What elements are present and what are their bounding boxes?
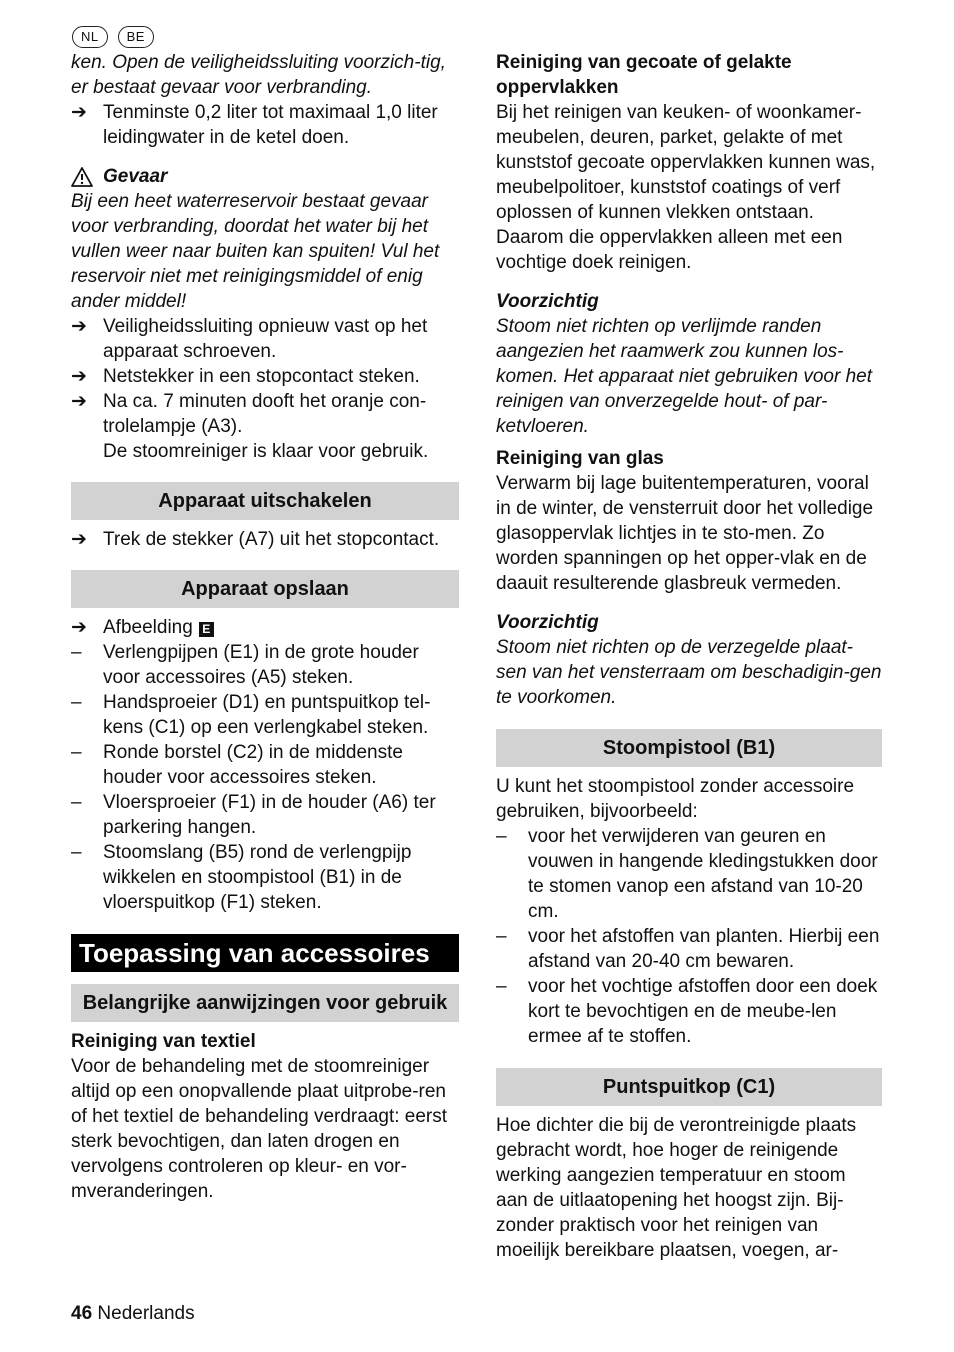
step-item: ➔ Na ca. 7 minuten dooft het oranje con-trolelampje (A3). [71, 391, 427, 437]
footer-language: Nederlands [97, 1303, 195, 1324]
list-item: – Vloersproeier (F1) in de houder (A6) ter parkering hangen. [71, 792, 436, 838]
danger-heading: Gevaar [71, 164, 459, 189]
list-item: – voor het afstoffen van planten. Hierbij een afstand van 20-40 cm bewaren. [496, 926, 880, 972]
step-item: ➔ Netstekker in een stopcontact steken. [71, 366, 420, 387]
list-item: – Stoomslang (B5) rond de verlengpijp wikkelen en stoompistool (B1) in de vloerspuitkop (F1) steken. [71, 842, 412, 913]
steam-gun-intro: U kunt het stoompistool zonder accessoire gebruiken, bijvoorbeeld: [496, 776, 855, 822]
page-number: 46 [71, 1303, 93, 1324]
section-title-nozzle: Puntspuitkop (C1) [496, 1068, 882, 1106]
caution-text: Stoom niet richten op verlijmde randen aangezien het raamwerk zou kunnen los-komen. Het apparaat niet gebruiken voor het reinigen van onverzegelde hout- of par-ketvloeren. [496, 316, 873, 437]
subheading-glass: Reiniging van glas [496, 448, 664, 469]
list-item: – voor het verwijderen van geuren en vouwen in hangende kledingstukken door te stomen vanop een afstand van 10-20 cm. [496, 826, 878, 922]
arrow-right-icon: ➔ [71, 102, 87, 123]
right-column [496, 50, 882, 1263]
section-title-steam-gun: Stoompistool (B1) [496, 729, 882, 767]
step-item: ➔ Trek de stekker (A7) uit het stopcontact. [71, 529, 440, 550]
caution-heading: Voorzichtig [496, 291, 599, 312]
danger-text: Bij een heet waterreservoir bestaat gevaar voor verbranding, doordat het water bij het vullen weer naar buiten kan spuiten! Vul het reservoir niet met reinigingsmiddel of enig ander middel! [71, 191, 440, 312]
ready-text: De stoomreiniger is klaar voor gebruik. [103, 441, 429, 462]
list-item: – Handsproeier (D1) en puntspuitkop tel-kens (C1) op een verlengkabel steken. [71, 692, 431, 738]
list-item: – Verlengpijpen (E1) in de grote houder voor accessoires (A5) steken. [71, 642, 419, 688]
language-badges [72, 26, 154, 48]
section-title-important: Belangrijke aanwijzingen voor gebruik [71, 984, 459, 1022]
nozzle-text: Hoe dichter die bij de verontreinigde plaats gebracht wordt, hoe hoger de reinigende werking aangezien temperatuur en stoom aan de uitlaatopening het hoogst zijn. Bij-zonder praktisch voor het reinigen van moeilijk bereikbare plaatsen, voegen, ar- [496, 1115, 857, 1261]
textile-text: Voor de behandeling met de stoomreiniger altijd op een onopvallende plaat uitprobe-ren of het textiel de behandeling verdraagt: eerst sterk bevochtigen, dan laten drogen en vervolgens controleren op kleur- en vor-mveranderingen. [71, 1056, 448, 1202]
section-title-storage: Apparaat opslaan [71, 570, 459, 608]
intro-warning-text: ken. Open de veiligheidssluiting voorzich-tig, er bestaat gevaar voor verbranding. [71, 52, 446, 98]
page-footer [71, 1301, 195, 1326]
chapter-title: Toepassing van accessoires [71, 934, 459, 972]
caution-heading: Voorzichtig [496, 612, 599, 633]
list-item: – voor het vochtige afstoffen door een doek kort te bevochtigen en de meube-len ermee af te stoffen. [496, 976, 878, 1047]
arrow-right-icon: ➔ [71, 366, 87, 387]
subheading-coated: Reiniging van gecoate of gelakte oppervlakken [496, 52, 792, 98]
subheading-textile: Reiniging van textiel [71, 1031, 256, 1052]
left-column [71, 50, 459, 1204]
list-item: – Ronde borstel (C2) in de middenste houder voor accessoires steken. [71, 742, 403, 788]
arrow-right-icon: ➔ [71, 391, 87, 412]
step-item: ➔ Tenminste 0,2 liter tot maximaal 1,0 liter leidingwater in de ketel doen. [71, 102, 438, 148]
lang-badge-nl: NL [72, 26, 108, 48]
section-title-switch-off: Apparaat uitschakelen [71, 482, 459, 520]
step-item: ➔ Veiligheidssluiting opnieuw vast op het apparaat schroeven. [71, 316, 428, 362]
arrow-right-icon: ➔ [71, 316, 87, 337]
step-item: ➔ Afbeelding E [71, 615, 459, 640]
arrow-right-icon: ➔ [71, 529, 87, 550]
warning-triangle-icon [71, 167, 93, 187]
lang-badge-be: BE [118, 26, 154, 48]
glass-text: Verwarm bij lage buitentemperaturen, vooral in de winter, de vensterruit door het volledige glasoppervlak lichtjes in te sto-men. Zo worden spanningen op het opper-vlak en de daauit resulterende glasbreuk vermeden. [496, 473, 874, 594]
figure-e-icon: E [199, 622, 214, 637]
coated-text: Bij het reinigen van keuken- of woonkamer-meubelen, deuren, parket, gelakte of met kunststof gecoate oppervlakken kunnen was, meubelpolitoer, kunststof coatings of verf oplossen of kunnen vlekken ontstaan. Daarom die oppervlakken alleen met een vochtige doek reinigen. [496, 102, 876, 273]
caution-text: Stoom niet richten op de verzegelde plaat-sen van het vensterraam om beschadigin-gen te voorkomen. [496, 637, 882, 708]
arrow-right-icon: ➔ [71, 617, 87, 638]
